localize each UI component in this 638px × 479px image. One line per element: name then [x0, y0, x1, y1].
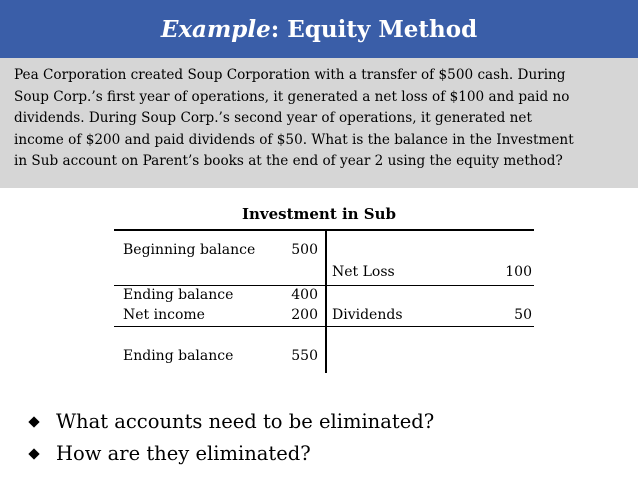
- debit-label-ending-balance-y1: Ending balance: [123, 287, 234, 303]
- question-item: [24, 406, 434, 438]
- debit-label-ending-balance-y2: Ending balance: [123, 348, 234, 364]
- question-list: [24, 406, 434, 470]
- debit-label-beginning-balance: Beginning balance: [123, 242, 256, 258]
- t-account-center-line: [325, 229, 327, 373]
- problem-line: Pea Corporation created Soup Corporation with a transfer of $500 cash. During: [14, 67, 566, 83]
- diamond-bullet-icon: [28, 448, 39, 459]
- debit-amount-ending-balance-y2: 550: [291, 348, 318, 364]
- question-text: What accounts need to be eliminated?: [56, 410, 435, 433]
- problem-line: in Sub account on Parent’s books at the end of year 2 using the equity method?: [14, 153, 563, 169]
- problem-line: dividends. During Soup Corp.’s second year of operations, it generated net: [14, 110, 532, 126]
- slide-title-emphasis: Example: [160, 15, 271, 43]
- problem-statement: [0, 58, 638, 188]
- diamond-bullet-icon: [28, 416, 39, 427]
- credit-amount-dividends: 50: [514, 307, 532, 323]
- total-rule: [114, 326, 534, 327]
- credit-label-net-loss: Net Loss: [332, 264, 395, 280]
- question-text: How are they eliminated?: [56, 442, 311, 465]
- problem-line: income of $200 and paid dividends of $50. What is the balance in the Investment: [14, 131, 574, 148]
- debit-amount-net-income: 200: [291, 307, 318, 323]
- slide-title-text: : Equity Method: [270, 15, 478, 43]
- credit-amount-net-loss: 100: [505, 264, 532, 280]
- question-item: [24, 438, 434, 470]
- credit-subtotal-rule: [325, 285, 534, 286]
- t-account-title: Investment in Sub: [241, 205, 397, 223]
- debit-amount-beginning-balance: 500: [291, 242, 318, 258]
- t-account-top-line: [114, 229, 534, 231]
- credit-label-dividends: Dividends: [332, 307, 403, 323]
- debit-label-net-income: Net income: [123, 307, 205, 323]
- slide-title: [0, 0, 638, 58]
- problem-line: Soup Corp.’s first year of operations, it generated a net loss of $100 and paid no: [14, 88, 570, 105]
- debit-amount-ending-balance-y1: 400: [291, 287, 318, 303]
